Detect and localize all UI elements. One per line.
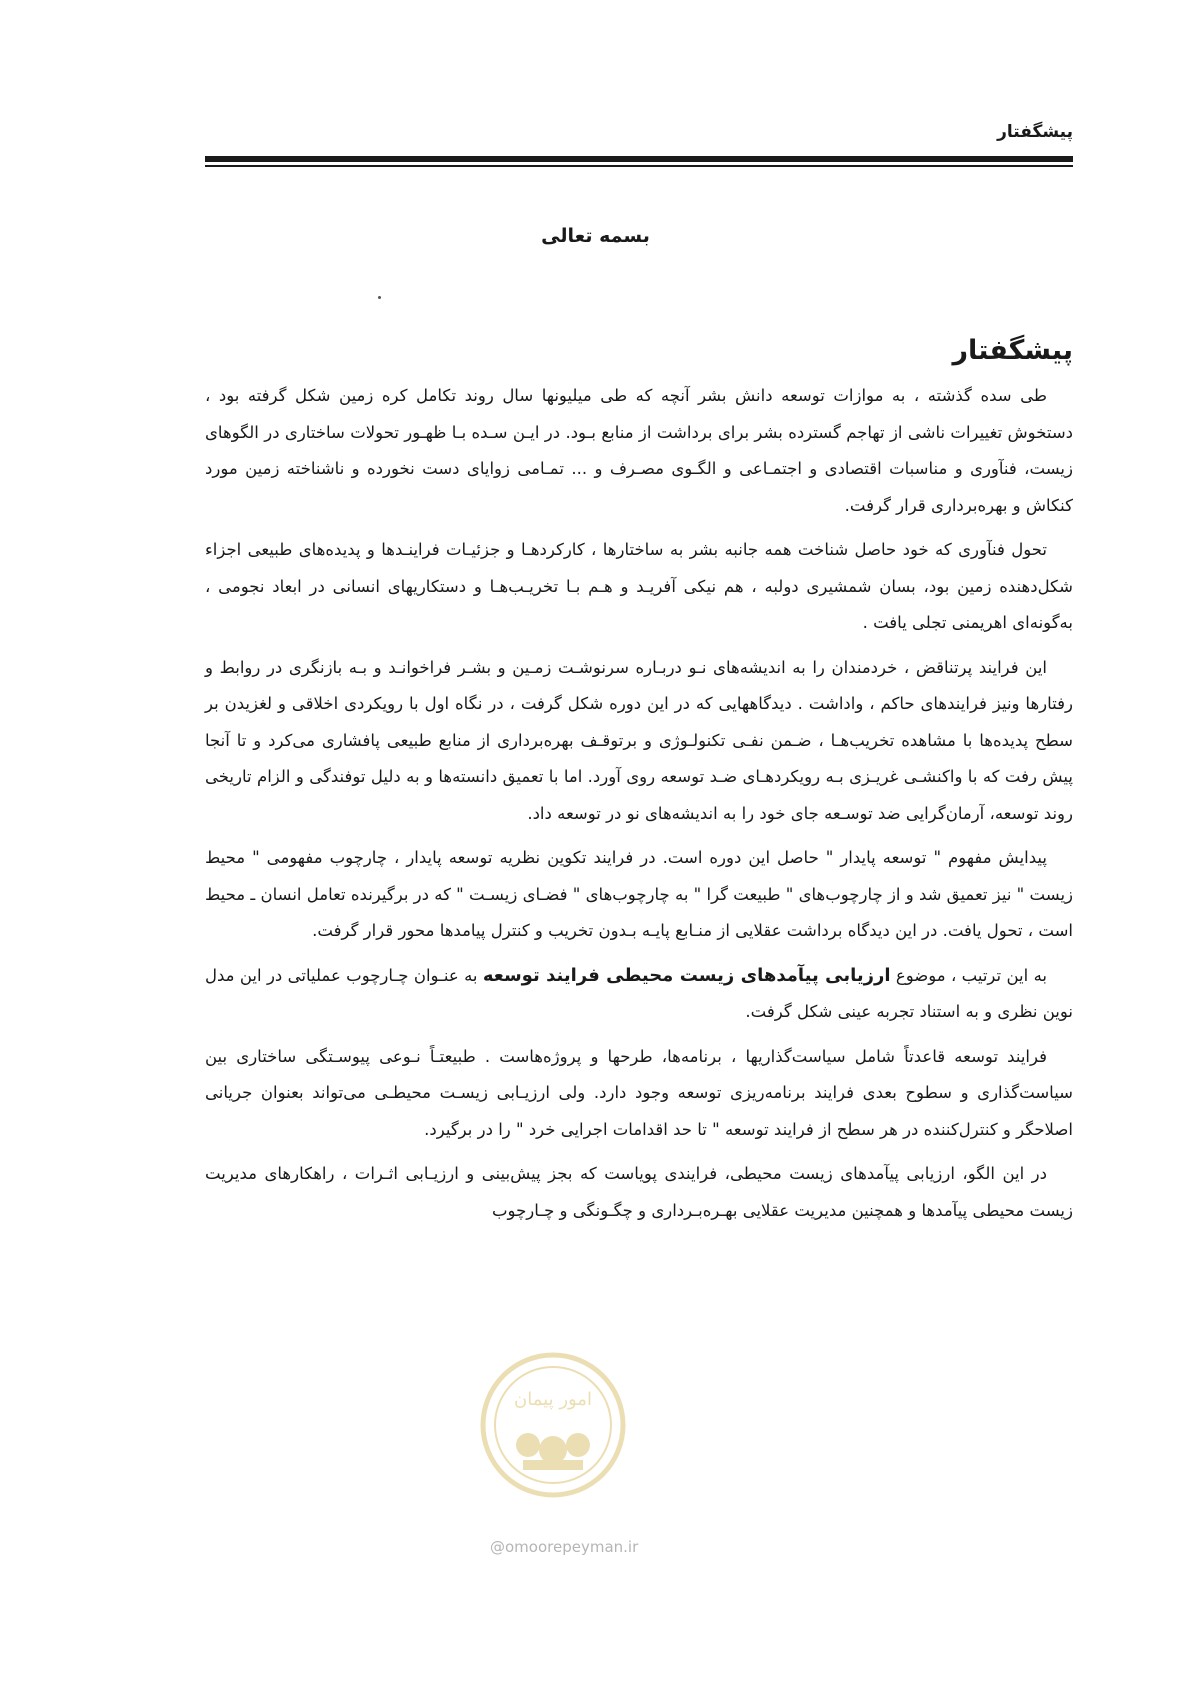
stamp-text: امور پیمان	[514, 1389, 592, 1410]
header-rule-thick	[205, 156, 1073, 162]
paragraph: در این الگو، ارزیابی پیآمدهای زیست محیطی، فرایندی پویاست که بجز پیش‌بینی و ارزیـابی اثـرات ، راهکارهای مدیریت زیست محیطی پیآمدها و همچنین مدیریت عقلایی بهـره‌بـرداری و چگـونگی و چـارچوب	[205, 1164, 1073, 1220]
paragraph-text: به این ترتیب ، موضوع	[890, 965, 1048, 985]
paragraph: فرایند توسعه قاعدتاً شامل سیاست‌گذاریها ، برنامه‌ها، طرحها و پروژه‌هاست . طبیعتـاً نـوعی پیوسـتگی ساختاری بین سیاست‌گذاری و سطوح بعدی فرایند برنامه‌ریزی توسعه وجود دارد. ولی ارزیـابی زیسـت محیطـی می‌تواند بعنوان جریانی اصلاحگر و کنترل‌کننده در هر سطح از فرایند توسعه " تا حد اقدامات اجرایی خرد " را در برگیرد.	[205, 1046, 1073, 1139]
bold-term: ارزیابی پیآمدهای زیست محیطی فرایند توسعه	[482, 964, 891, 986]
paragraph: طی سده گذشته ، به موازات توسعه دانش بشر آنچه که طی میلیونها سال روند تکامل کره زمین شکل گرفته بود ، دستخوش تغییرات ناشی از تهاجم گسترده بشر برای برداشت از منابع بـود. در ایـن سـده بـا ظهـور تحولات ساختاری در الگوهای زیست، فنآوری و مناسبات اقتصادی و اجتمـاعی و الگـوی مصـرف و ... تمـامی زوایای دست نخورده و ناشناخته زمین مورد کنکاش و بهره‌برداری قرار گرفت.	[205, 386, 1073, 515]
header-rule-thin	[205, 165, 1073, 167]
paragraph: این فرایند پرتناقض ، خردمندان را به اندیشه‌های نـو دربـاره سرنوشـت زمـین و بشـر فراخوانـد و بـه بازنگری در روابط و رفتارها ونیز فرایندهای حاکم ، واداشت . دیدگاههایی که در این دوره شکل گرفت ، در نگاه اول با رویکردی اخلاقی و لغزیدن بر سطح پدیده‌ها با مشاهده تخریب‌هـا ، ضـمن نفـی تکنولـوژی و برتوقـف بهره‌برداری از منابع طبیعی پافشاری می‌کرد و تا آنجا پیش رفت که با واکنشـی غریـزی بـه رویکردهـای ضـد توسعه روی آورد. اما با تعمیق دانسته‌ها و به دلیل توفندگی و الزام تاریخی روند توسعه، آرمان‌گرایی ضد توسـعه جای خود را به اندیشه‌های نو در توسعه داد.	[205, 657, 1073, 823]
paragraph: پیدایش مفهوم " توسعه پایدار " حاصل این دوره است. در فرایند تکوین نظریه توسعه پایدار ، چارچوب مفهومی " محیط زیست " نیز تعمیق شد و از چارچوب‌های " طبیعت گرا " به چارچوب‌های " فضـای زیسـت " که در برگیرنده تعامل انسان ـ محیط است ، تحول یافت. در این دیدگاه برداشت عقلایی از منـابع پایـه بـدون تخریب و کنترل پیامدها محور قرار گرفت.	[205, 848, 1073, 940]
watermark-text: @omoorepeyman.ir	[490, 1538, 639, 1556]
paragraph-text: به عنـوان چـارچوب عملیاتی در این مدل نوین نظری و به استناد تجربه عینی شکل گرفت.	[205, 965, 1073, 1021]
publisher-stamp-logo	[478, 1350, 628, 1500]
bismillah-heading: بسمه تعالی	[541, 225, 650, 247]
scan-speck	[378, 296, 381, 299]
paragraph	[205, 958, 1073, 1031]
body-text	[205, 378, 1073, 1237]
running-header-title: پیشگفتار	[997, 122, 1073, 142]
section-title: پیشگفتار	[952, 335, 1073, 366]
paragraph: تحول فنآوری که خود حاصل شناخت همه جانبه بشر به ساختارها ، کارکردهـا و جزئیـات فراینـدها و پدیده‌های طبیعی اجزاء شکل‌دهنده زمین بود، بسان شمشیری دولبه ، هم نیکی آفریـد و هـم بـا تخریـب‌هـا و دستکاریهای انسانی در ابعاد نجومی ، به‌گونه‌ای اهریمنی تجلی یافت .	[205, 540, 1073, 632]
